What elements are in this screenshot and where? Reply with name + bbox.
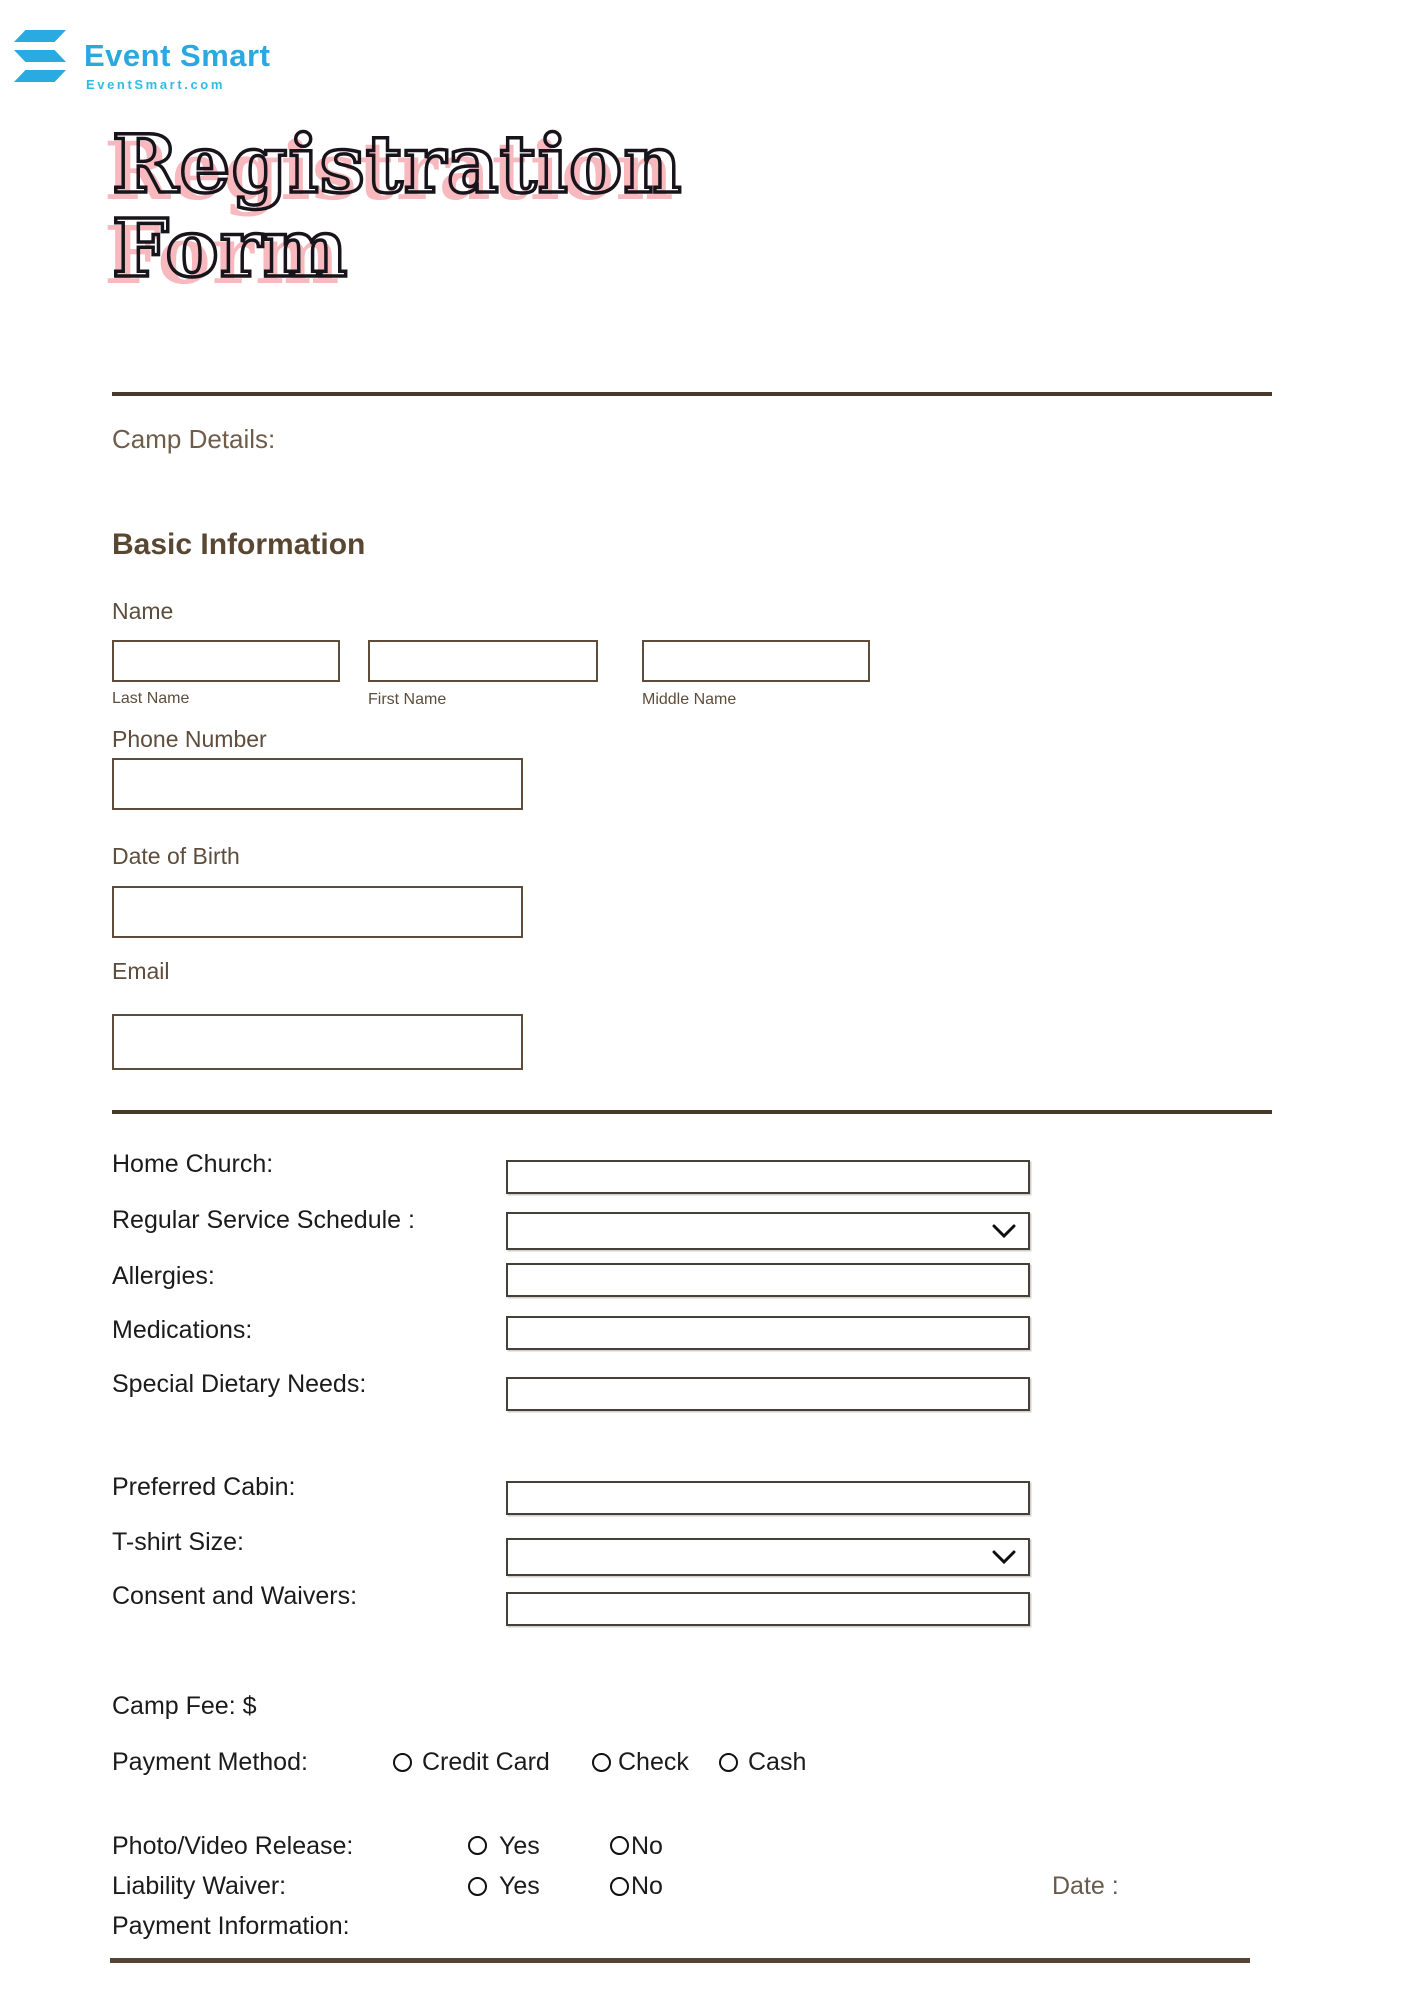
camp-details-label: Camp Details: — [112, 424, 276, 454]
payment-method-check-radio[interactable] — [592, 1753, 611, 1772]
page-title-line2: Form Form — [112, 206, 683, 290]
service-schedule-select[interactable] — [506, 1212, 1030, 1250]
allergies-input[interactable] — [506, 1263, 1030, 1297]
allergies-label: Allergies: — [112, 1262, 215, 1290]
liability-waiver-no-label: No — [631, 1872, 663, 1900]
date-of-birth-input[interactable] — [112, 886, 523, 938]
tshirt-size-label: T-shirt Size: — [112, 1528, 244, 1556]
photo-release-yes-label: Yes — [499, 1832, 540, 1860]
camp-fee-label: Camp Fee: $ — [112, 1692, 257, 1720]
divider — [112, 392, 1272, 396]
brand-website: EventSmart.com — [86, 77, 225, 92]
dietary-needs-input[interactable] — [506, 1377, 1030, 1411]
middle-name-input[interactable] — [642, 640, 870, 682]
email-input[interactable] — [112, 1014, 523, 1070]
chevron-down-icon — [992, 1550, 1016, 1564]
service-schedule-label: Regular Service Schedule : — [112, 1206, 415, 1234]
logo-bar-icon — [14, 70, 66, 82]
payment-information-label: Payment Information: — [112, 1912, 350, 1940]
payment-method-credit-card-label: Credit Card — [422, 1748, 550, 1776]
preferred-cabin-input[interactable] — [506, 1481, 1030, 1515]
middle-name-sublabel: Middle Name — [642, 691, 737, 708]
payment-method-credit-card-radio[interactable] — [393, 1753, 412, 1772]
phone-number-label: Phone Number — [112, 726, 267, 752]
first-name-input[interactable] — [368, 640, 598, 682]
medications-input[interactable] — [506, 1316, 1030, 1350]
liability-waiver-label: Liability Waiver: — [112, 1872, 287, 1900]
divider — [112, 1110, 1272, 1114]
photo-release-no-radio[interactable] — [610, 1836, 629, 1855]
last-name-sublabel: Last Name — [112, 690, 190, 707]
home-church-input[interactable] — [506, 1160, 1030, 1194]
liability-waiver-yes-radio[interactable] — [468, 1877, 487, 1896]
tshirt-size-select[interactable] — [506, 1538, 1030, 1576]
liability-waiver-yes-label: Yes — [499, 1872, 540, 1900]
divider — [110, 1958, 1250, 1963]
payment-method-cash-label: Cash — [748, 1748, 807, 1776]
basic-information-heading: Basic Information — [112, 528, 366, 561]
logo-bar-icon — [14, 50, 66, 62]
liability-waiver-no-radio[interactable] — [610, 1877, 629, 1896]
page-title — [112, 117, 683, 295]
email-label: Email — [112, 958, 170, 984]
photo-release-yes-radio[interactable] — [468, 1836, 487, 1855]
payment-method-label: Payment Method: — [112, 1748, 308, 1776]
photo-video-release-label: Photo/Video Release: — [112, 1832, 354, 1860]
date-of-birth-label: Date of Birth — [112, 843, 240, 869]
event-smart-logo-icon — [14, 30, 66, 82]
date-label: Date : — [1052, 1872, 1119, 1900]
phone-number-input[interactable] — [112, 758, 523, 810]
consent-waivers-label: Consent and Waivers: — [112, 1582, 358, 1610]
photo-release-no-label: No — [631, 1832, 663, 1860]
preferred-cabin-label: Preferred Cabin: — [112, 1473, 296, 1501]
brand-name: Event Smart — [84, 38, 271, 73]
first-name-sublabel: First Name — [368, 691, 447, 708]
name-label: Name — [112, 598, 174, 624]
consent-waivers-input[interactable] — [506, 1592, 1030, 1626]
dietary-needs-label: Special Dietary Needs: — [112, 1370, 367, 1398]
payment-method-cash-radio[interactable] — [719, 1753, 738, 1772]
logo-bar-icon — [14, 30, 66, 42]
payment-method-check-label: Check — [618, 1748, 689, 1776]
chevron-down-icon — [992, 1224, 1016, 1238]
home-church-label: Home Church: — [112, 1150, 274, 1178]
last-name-input[interactable] — [112, 640, 340, 682]
page-title-line1: Registration Registration — [112, 122, 683, 206]
medications-label: Medications: — [112, 1316, 253, 1344]
